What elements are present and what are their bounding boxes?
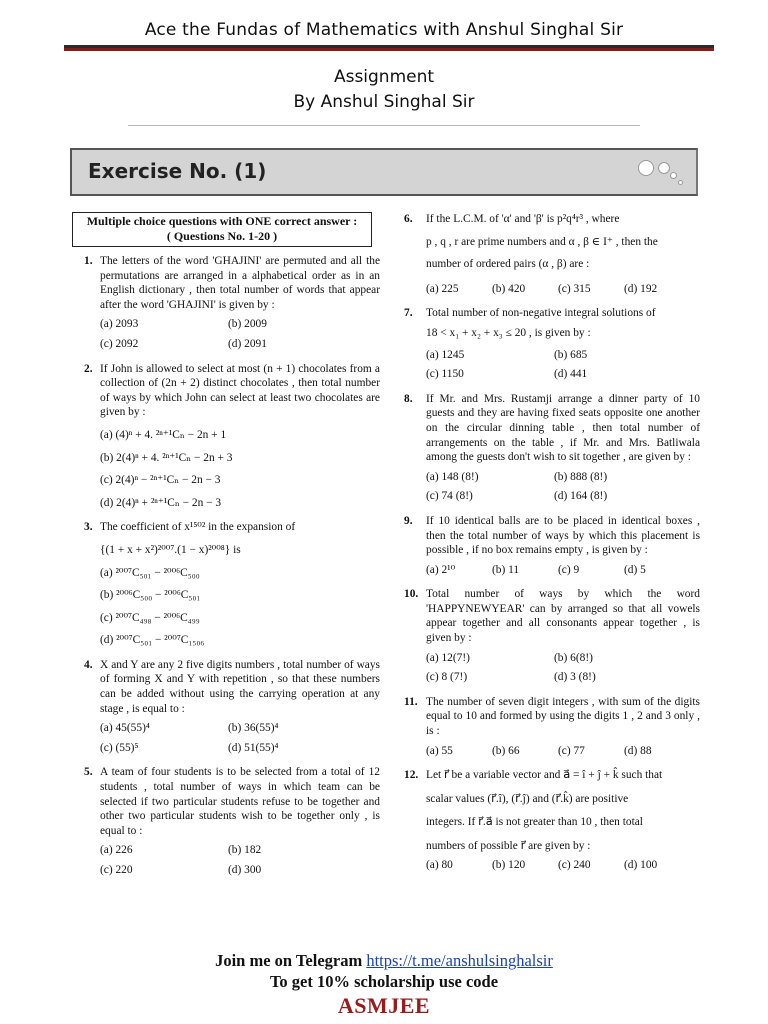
assignment-heading: Assignment: [333, 67, 435, 87]
option-b[interactable]: (b) 6(8!): [554, 651, 593, 664]
question-text: Let r⃗ be a variable vector and a⃗ = î + ĵ + k̂ such that: [426, 769, 663, 782]
question-text: numbers of possible r⃗ are given by :: [426, 840, 591, 852]
option-a[interactable]: (a) 2¹⁰: [426, 563, 456, 576]
option-b[interactable]: (b) 11: [492, 563, 520, 576]
option-b[interactable]: (b) 420: [492, 282, 526, 295]
option-a[interactable]: (a) 12(7!): [426, 651, 470, 664]
option-d[interactable]: (d) 300: [228, 864, 262, 876]
question-expression: {(1 + x + x²)²⁰⁰⁷.(1 − x)²⁰⁰⁸} is: [100, 543, 241, 556]
option-b[interactable]: (b) 120: [492, 858, 526, 871]
question-text: The number of seven digit integers , with sum of the digits equal to 10 and formed by using the digits 1 , 2 and 3 only , is :: [426, 695, 700, 738]
section-instruction-box: [72, 212, 372, 247]
question-text: Total number of ways by which the word 'HAPPYNEWYEAR' can by arranged so that all vowels appear together and all consonants appear together , is given by :: [426, 588, 700, 645]
option-d[interactable]: (d) 100: [624, 858, 658, 871]
question-9: [404, 514, 700, 577]
telegram-line: [0, 951, 768, 971]
option-b[interactable]: (b) ²⁰⁰⁶C₅₀₀ − ²⁰⁰⁶C₅₀₁: [100, 589, 201, 602]
question-text: A team of four students is to be selected from a total of 12 students , total number of ways in which team can be selected if two particular students refuse to be together and other two particular students wish to be together only , is equal to :: [100, 766, 380, 837]
question-number: 7.: [404, 307, 413, 320]
option-b[interactable]: (b) 685: [554, 348, 588, 361]
scholarship-text: To get 10% scholarship use code: [269, 972, 499, 991]
question-10: [404, 587, 700, 685]
question-text: number of ordered pairs (α , β) are :: [426, 258, 590, 271]
option-c[interactable]: (c) 1150: [426, 368, 464, 381]
question-text: p , q , r are prime numbers and α , β ∈ I⁺ , then the: [426, 235, 658, 248]
option-c[interactable]: (c) 9: [558, 563, 580, 576]
telegram-text: Join me on Telegram: [215, 951, 367, 970]
question-number: 11.: [404, 695, 418, 708]
option-b[interactable]: (b) 36(55)⁴: [228, 722, 279, 735]
option-b[interactable]: (b) 2(4)ⁿ + 4. ²ⁿ⁺¹Cₙ − 2n + 3: [100, 451, 233, 464]
option-d[interactable]: (d) 2(4)ⁿ + ²ⁿ⁺¹Cₙ − 2n − 3: [100, 496, 222, 509]
question-text: The coefficient of x¹⁵⁰² in the expansion of: [100, 521, 296, 534]
question-number: 1.: [84, 255, 93, 267]
option-b[interactable]: (b) 888 (8!): [554, 470, 608, 483]
option-c[interactable]: (c) 2(4)ⁿ − ²ⁿ⁺¹Cₙ − 2n − 3: [100, 474, 221, 487]
question-text: X and Y are any 2 five digits numbers , total number of ways of forming X and Y with repetition , so that these numbers can be added without using the carrying operation at any stage , is equal to :: [100, 658, 380, 715]
question-1: [72, 254, 380, 352]
option-c[interactable]: (c) 315: [558, 282, 591, 295]
question-text: If Mr. and Mrs. Rustamji arrange a dinner party of 10 guests and they are having fixed seats opposite one another on the circular dinning table , then total number of arrangements on the table , if Mr. and Mrs. Batliwala among the guests don't wish to sit together , are given by :: [426, 392, 700, 464]
option-a[interactable]: (a) 2093: [100, 318, 139, 331]
header-rule-accent: [64, 48, 714, 51]
question-text: scalar values (r⃗.î), (r⃗.ĵ) and (r⃗.k̂) are positive: [426, 792, 629, 805]
option-d[interactable]: (d) ²⁰⁰⁷C₅₀₁ − ²⁰⁰⁷C₁₅₀₆: [100, 634, 205, 647]
question-number: 12.: [404, 769, 419, 782]
decorative-dot-icon: [638, 160, 654, 176]
question-text: Total number of non-negative integral solutions of: [426, 307, 656, 320]
question-number: 4.: [84, 658, 93, 671]
option-d[interactable]: (d) 88: [624, 744, 652, 757]
option-d[interactable]: (d) 164 (8!): [554, 490, 608, 503]
option-a[interactable]: (a) 225: [426, 282, 459, 295]
question-text: If John is allowed to select at most (n + 1) chocolates from a collection of (2n + 2) distinct chocolates , then total number of ways by which John can select at least two chocolates are given by :: [100, 362, 380, 419]
question-text: If the L.C.M. of 'α' and 'β' is p²q⁴r³ , where: [426, 213, 620, 225]
question-text: The letters of the word 'GHAJINI' are permuted and all the permutations are arranged in a alphabetical order as in an English dictionary , then total number of words that appear after the word 'GHAJINI' is given by :: [100, 255, 380, 311]
option-c[interactable]: (c) (55)⁵: [100, 741, 139, 754]
question-2: [72, 362, 380, 511]
question-number: 2.: [84, 362, 93, 375]
option-d[interactable]: (d) 192: [624, 282, 658, 295]
option-b[interactable]: (b) 66: [492, 744, 520, 757]
question-4: [72, 658, 380, 756]
option-c[interactable]: (c) 2092: [100, 337, 139, 350]
left-column: [72, 212, 380, 888]
option-a[interactable]: (a) 1245: [426, 348, 465, 361]
question-text: 18 < x₁ + x₂ + x₃ ≤ 20 , is given by :: [426, 326, 591, 339]
option-c[interactable]: (c) 8 (7!): [426, 671, 468, 684]
author-heading: By Anshul Singhal Sir: [293, 92, 475, 112]
option-d[interactable]: (d) 3 (8!): [554, 671, 596, 684]
decorative-dot-icon: [658, 162, 670, 174]
question-6: [404, 212, 700, 296]
question-number: 9.: [404, 514, 413, 527]
option-c[interactable]: (c) ²⁰⁰⁷C₄₉₈ − ²⁰⁰⁶C₄₉₉: [100, 611, 200, 624]
option-d[interactable]: (d) 2091: [228, 337, 267, 350]
question-11: [404, 695, 700, 758]
option-a[interactable]: (a) (4)ⁿ + 4. ²ⁿ⁺¹Cₙ − 2n + 1: [100, 428, 227, 441]
option-a[interactable]: (a) 80: [426, 858, 453, 871]
site-title: Ace the Fundas of Mathematics with Anshul Singhal Sir: [144, 20, 624, 40]
heading-rule: [128, 125, 640, 126]
option-c[interactable]: (c) 220: [100, 864, 133, 876]
option-a[interactable]: (a) 55: [426, 744, 453, 757]
option-c[interactable]: (c) 240: [558, 858, 591, 871]
option-d[interactable]: (d) 441: [554, 368, 588, 381]
question-number: 6.: [404, 213, 413, 225]
question-3: [72, 520, 380, 648]
option-d[interactable]: (d) 5: [624, 563, 646, 576]
option-c[interactable]: (c) 74 (8!): [426, 490, 473, 503]
option-b[interactable]: (b) 182: [228, 844, 262, 857]
section-instruction: Multiple choice questions with ONE correct answer :: [86, 214, 358, 228]
coupon-code: ASMJEE: [337, 993, 431, 1018]
question-text: integers. If r⃗.a⃗ is not greater than 10 , then total: [426, 816, 643, 829]
question-7: [404, 306, 700, 381]
option-b[interactable]: (b) 2009: [228, 318, 267, 331]
option-a[interactable]: (a) 45(55)⁴: [100, 722, 150, 735]
question-8: [404, 392, 700, 504]
decorative-dot-icon: [678, 180, 683, 185]
option-a[interactable]: (a) ²⁰⁰⁷C₅₀₁ − ²⁰⁰⁶C₅₀₀: [100, 566, 200, 579]
question-number: 5.: [84, 766, 93, 779]
decorative-dot-icon: [670, 172, 677, 179]
option-d[interactable]: (d) 51(55)⁴: [228, 741, 279, 754]
exercise-title: Exercise No. (1): [88, 159, 267, 183]
option-a[interactable]: (a) 226: [100, 844, 133, 857]
question-number: 3.: [84, 521, 93, 534]
option-c[interactable]: (c) 77: [558, 744, 585, 757]
question-12: [404, 768, 700, 872]
option-a[interactable]: (a) 148 (8!): [426, 470, 479, 483]
right-column: [404, 212, 700, 882]
section-range: ( Questions No. 1-20 ): [166, 229, 278, 243]
telegram-link[interactable]: https://t.me/anshulsinghalsir: [366, 951, 553, 970]
question-number: 8.: [404, 392, 413, 405]
question-5: [72, 765, 380, 877]
question-number: 10.: [404, 588, 419, 601]
exercise-banner: [70, 148, 698, 196]
question-text: If 10 identical balls are to be placed in identical boxes , then the total number of ways by which this placement is possible , if no box remains empty , is given by :: [426, 514, 700, 557]
